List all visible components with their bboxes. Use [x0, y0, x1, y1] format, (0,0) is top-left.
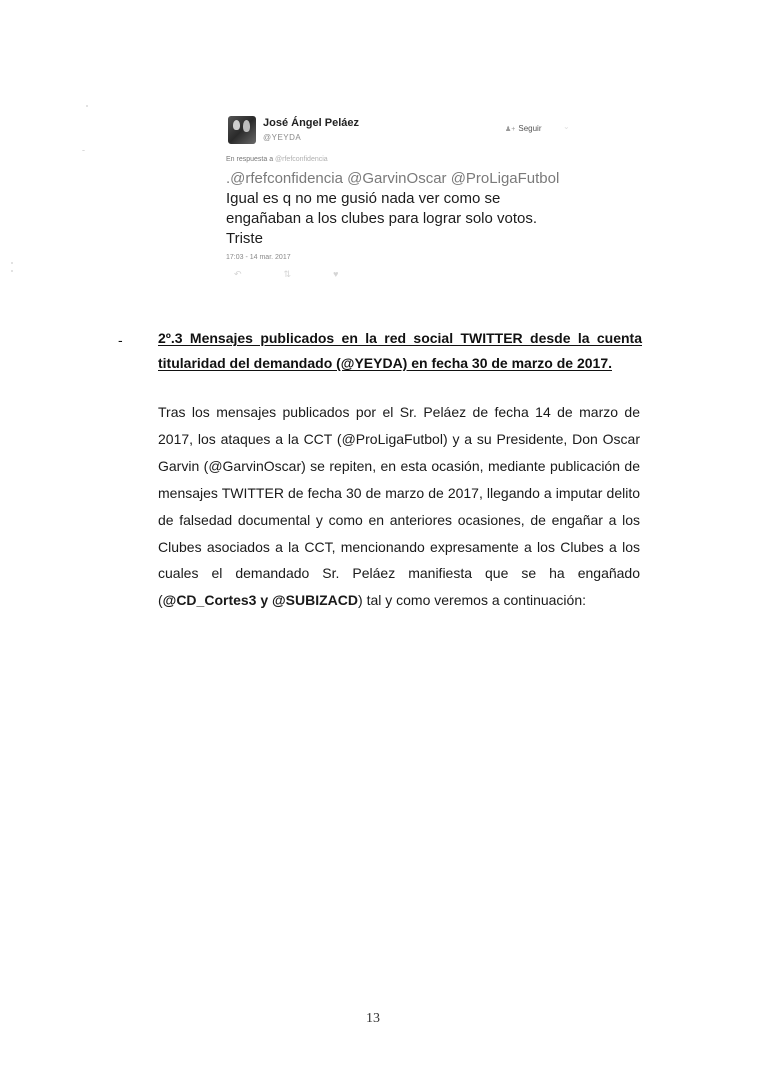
section-heading: 2º.3 Mensajes publicados en la red social TWITTER desde la cuenta titularidad del demandado (@YEYDA) en fecha 30 de marzo de 2017.	[158, 330, 642, 371]
paragraph-text-2: ) tal y como veremos a continuación:	[358, 592, 587, 609]
list-bullet: -	[118, 332, 123, 348]
tweet-text	[226, 169, 576, 249]
tweet-body: Igual es q no me gusió nada ver como se engañaban a los clubes para lograr solo votos. Triste	[226, 190, 538, 247]
retweet-icon[interactable]: ⇅	[283, 269, 292, 279]
tweet-author-name[interactable]: José Ángel Peláez	[263, 117, 359, 129]
embedded-tweet	[226, 112, 576, 280]
tweet-actions	[226, 269, 576, 280]
page-number: 13	[366, 1011, 380, 1026]
body-paragraph	[158, 399, 640, 614]
reply-mention-link[interactable]: @rfefconfidencia	[275, 156, 328, 163]
scan-speck	[86, 105, 88, 107]
scan-speck	[11, 262, 13, 264]
paragraph-text-1: Tras los mensajes publicados por el Sr. Peláez de fecha 14 de marzo de 2017, los ataques a la CCT (@ProLigaFutbol) y a su Presidente, Don Oscar Garvin (@GarvinOscar) se repiten, en esta ocasión, mediante publicación de mensajes TWITTER de fecha 30 de marzo de 2017, llegando a imputar delito de falsedad documental y como en anteriores ocasiones, de engañar a los Clubes asociados a la CCT, mencionando expresamente a los Clubes a los cuales el demandado Sr. Peláez manifiesta que se ha engañado (	[158, 404, 640, 609]
follow-button[interactable]	[505, 124, 542, 133]
follow-label: Seguir	[518, 124, 542, 133]
tweet-timestamp[interactable]: 17:03 - 14 mar. 2017	[226, 254, 291, 261]
tweet-header	[226, 112, 576, 148]
tweet-author-handle[interactable]: @YEYDA	[263, 133, 302, 142]
scan-speck	[11, 270, 13, 272]
paragraph-bold-mentions: @CD_Cortes3 y @SUBIZACD	[162, 592, 359, 609]
reply-context	[226, 156, 576, 163]
add-user-icon: ♟+	[505, 125, 516, 133]
reply-icon[interactable]: ↶	[234, 269, 242, 279]
chevron-down-icon[interactable]: ⌄	[563, 122, 570, 131]
reply-prefix: En respuesta a	[226, 156, 274, 163]
tweet-mentions[interactable]: .@rfefconfidencia @GarvinOscar @ProLigaFutbol	[226, 170, 560, 187]
scan-speck	[82, 150, 85, 151]
heart-icon[interactable]: ♥	[333, 269, 339, 279]
avatar[interactable]	[228, 116, 256, 144]
